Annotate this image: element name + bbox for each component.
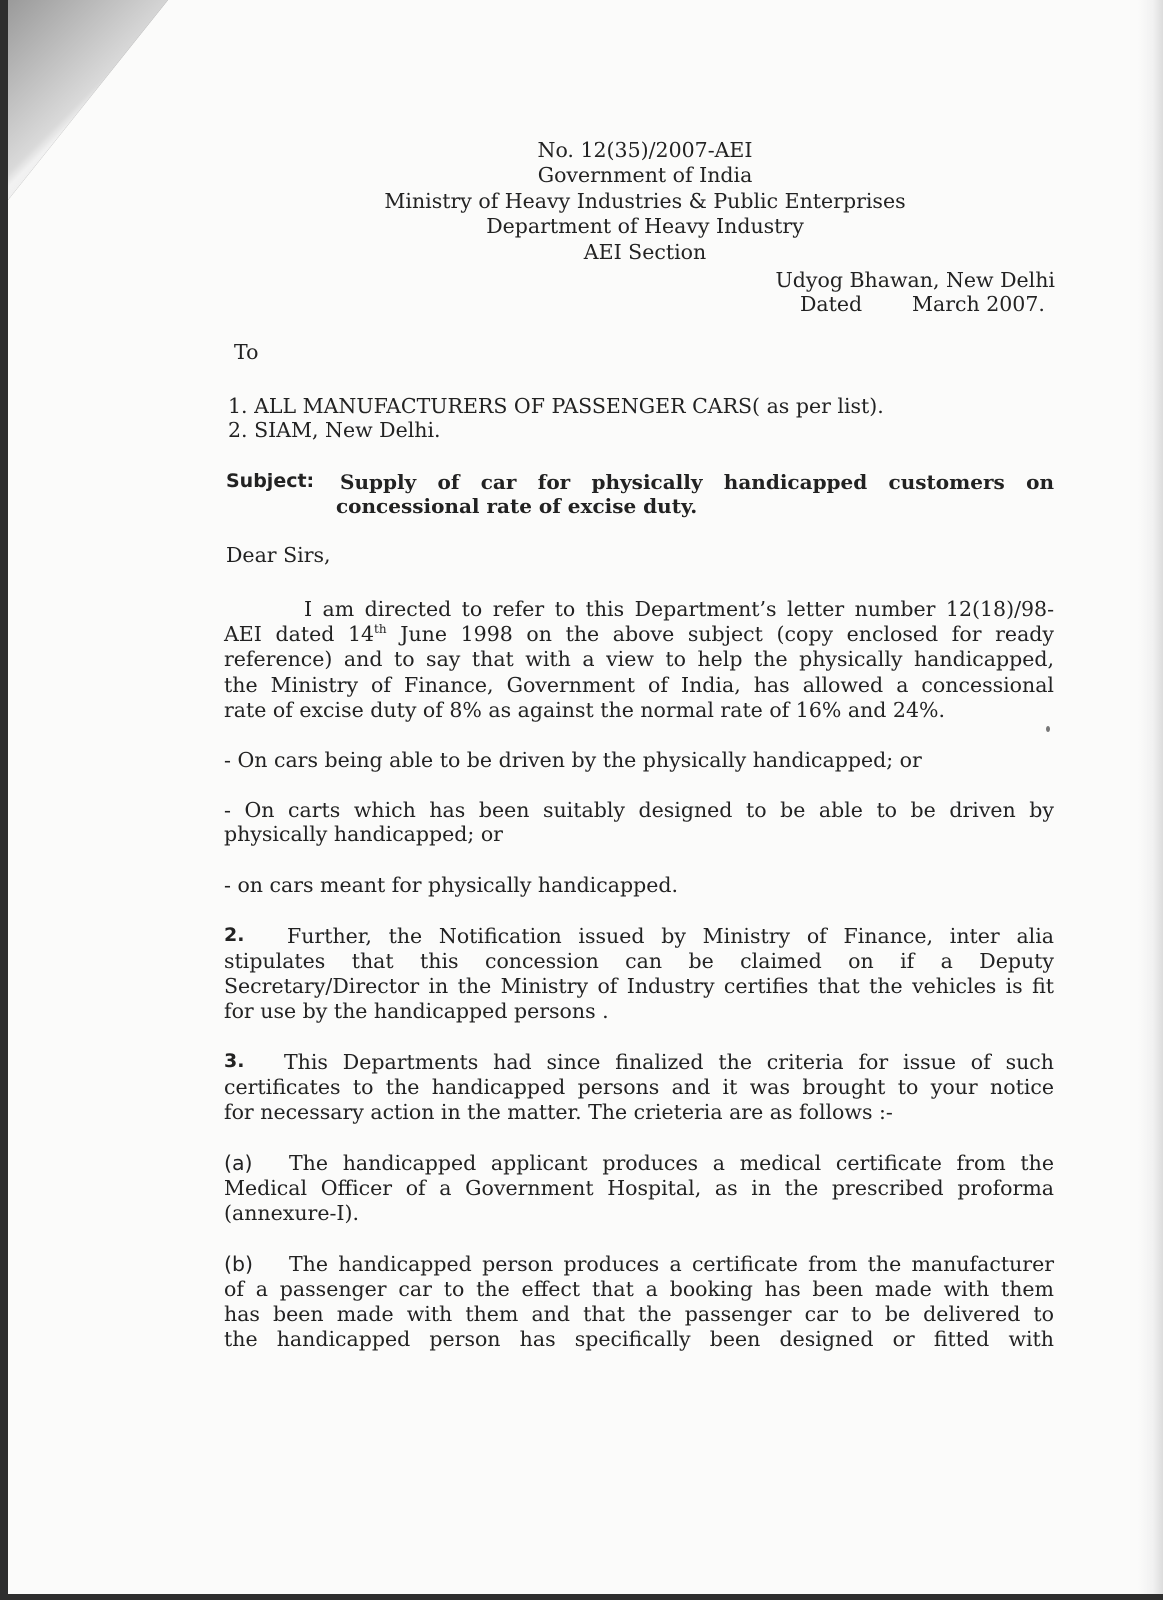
para1-line-2: AEI dated 14th June 1998 on the above subject (copy enclosed for ready xyxy=(224,622,1054,646)
para2-number: 2. xyxy=(224,924,245,946)
para3-number: 3. xyxy=(224,1050,245,1072)
criteria-b-line-4: the handicapped person has specifically been designed or fitted with xyxy=(224,1327,1054,1351)
para1-line-4: the Ministry of Finance, Government of India, has allowed a concessional xyxy=(224,673,1054,697)
criteria-b-line-1: The handicapped person produces a certificate from the manufacturer xyxy=(289,1252,1054,1276)
para1-line-1: I am directed to refer to this Department’s letter number 12(18)/98- xyxy=(304,597,1054,621)
bullet-2-line-2: physically handicapped; or xyxy=(224,822,503,846)
salutation: Dear Sirs, xyxy=(226,543,331,567)
section-name: AEI Section xyxy=(583,240,707,264)
subject-label: Subject: xyxy=(226,470,315,492)
ink-speck xyxy=(1046,726,1050,732)
criteria-b-label: (b) xyxy=(224,1252,254,1276)
bullet-1: - On cars being able to be driven by the physically handicapped; or xyxy=(224,748,922,772)
addressee-2: 2. SIAM, New Delhi. xyxy=(228,418,441,442)
criteria-b-line-3: has been made with them and that the passenger car to be delivered to xyxy=(224,1302,1054,1326)
file-number: No. 12(35)/2007-AEI xyxy=(537,138,753,162)
place: Udyog Bhawan, New Delhi xyxy=(775,268,1055,292)
ministry-name: Ministry of Heavy Industries & Public Enterprises xyxy=(384,189,906,213)
criteria-a-label: (a) xyxy=(224,1151,253,1175)
criteria-a-line-1: The handicapped applicant produces a medical certificate from the xyxy=(289,1151,1054,1175)
bullet-2-line-1: - On carts which has been suitably designed to be able to be driven by xyxy=(224,798,1054,822)
para2-line-4: for use by the handicapped persons . xyxy=(224,999,609,1023)
para2-line-2: stipulates that this concession can be claimed on if a Deputy xyxy=(224,949,1054,973)
subject-line-1: Supply of car for physically handicapped customers on xyxy=(340,470,1054,494)
para3-line-1: This Departments had since finalized the criteria for issue of such xyxy=(284,1050,1054,1074)
subject-line-2: concessional rate of excise duty. xyxy=(336,494,698,518)
government-name: Government of India xyxy=(537,163,753,187)
para1-line-3: reference) and to say that with a view to help the physically handicapped, xyxy=(224,647,1054,671)
criteria-a-line-3: (annexure-I). xyxy=(224,1201,359,1225)
criteria-a-line-2: Medical Officer of a Government Hospital, as in the prescribed proforma xyxy=(224,1176,1054,1200)
para2-line-1: Further, the Notification issued by Ministry of Finance, inter alia xyxy=(287,924,1054,948)
addressee-1: 1. ALL MANUFACTURERS OF PASSENGER CARS( as per list). xyxy=(228,394,884,418)
to-label: To xyxy=(234,340,259,364)
department-name: Department of Heavy Industry xyxy=(486,214,804,238)
criteria-b-line-2: of a passenger car to the effect that a booking has been made with them xyxy=(224,1277,1054,1301)
dated-value: March 2007. xyxy=(912,292,1045,316)
dated-label: Dated xyxy=(800,292,863,316)
para2-line-3: Secretary/Director in the Ministry of Industry certifies that the vehicles is fit xyxy=(224,974,1054,998)
para3-line-3: for necessary action in the matter. The crieteria are as follows :- xyxy=(224,1100,893,1124)
para3-line-2: certificates to the handicapped persons and it was brought to your notice xyxy=(224,1075,1054,1099)
para1-line-5: rate of excise duty of 8% as against the normal rate of 16% and 24%. xyxy=(224,698,946,722)
bullet-3: - on cars meant for physically handicapped. xyxy=(224,873,678,897)
